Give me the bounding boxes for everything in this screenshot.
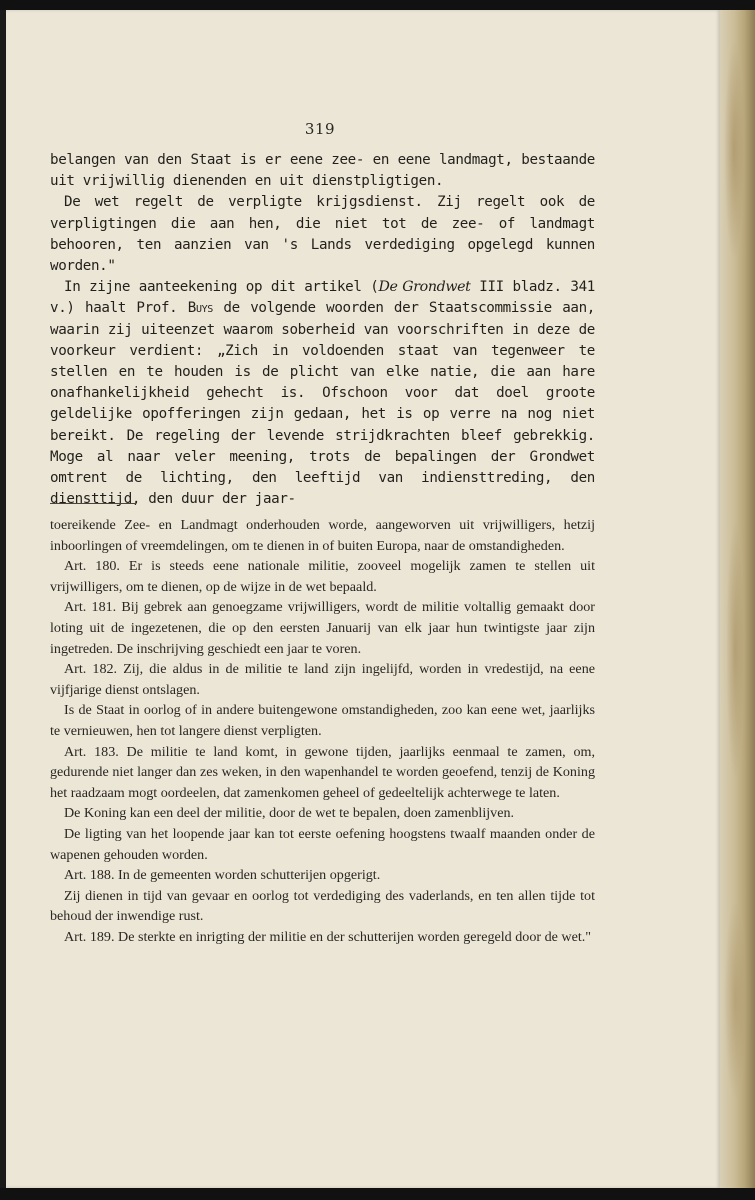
page-number: 319 bbox=[304, 120, 336, 138]
footnote: Art. 181. Bij gebrek aan genoegzame vrijwilligers, wordt de militie voltallig gemaakt door loting uit de ingezetenen, die op den eersten Januarij van elk jaar hun twintigste jaar zijn ingetreden. De inschrijving geschiedt een jaar te voren. bbox=[50, 599, 595, 657]
scan-border-top bbox=[0, 0, 755, 10]
footnotes bbox=[50, 515, 595, 947]
footnote: Art. 182. Zij, die aldus in de militie te land zijn ingelijfd, worden in vredestijd, na eene vijfjarige dienst ontslagen. bbox=[50, 661, 595, 698]
footnote: Art. 180. Er is steeds eene nationale militie, zooveel mogelijk zamen te stellen uit vrijwilligers, om te dienen, op de wijze in de wet bepaald. bbox=[50, 558, 595, 595]
footnote: Zij dienen in tijd van gevaar en oorlog tot verdediging des vaderlands, en ten allen tijde tot behoud der inwendige rust. bbox=[50, 887, 595, 925]
paragraph-text: de volgende woorden der Staatscommissie aan, waarin zij uiteenzet waarom soberheid van voorschriften in deze de voorkeur verdient: „Zich in voldoenden staat van tegenweer te stellen en te houden is de plicht van elke natie, die aan hare onafhankelijkheid gehecht is. Ofschoon voor dat doel groote geldelijke opofferingen zijn gedaan, het is op verre na nog niet bereikt. De regeling der levende strijdkrachten bleef gebrekkig. Moge al naar veler meening, trots de bepalingen der Grondwet omtrent de lichting, den leeftijd van indiensttreding, den diensttijd, den duur der jaar- bbox=[50, 300, 595, 508]
scan-border-bottom bbox=[0, 1188, 755, 1200]
footnote: De ligting van het loopende jaar kan tot eerste oefening hoogstens twaalf maanden onder de wapenen gehouden worden. bbox=[50, 825, 595, 863]
paragraph bbox=[50, 277, 595, 510]
footnote: Art. 189. De sterkte en inrigting der militie en der schutterijen worden geregeld door de wet." bbox=[64, 928, 592, 945]
footnote: toereikende Zee- en Landmagt onderhouden worde, aangeworven uit vrijwilligers, hetzij inboorlingen of vreemdelingen, om te dienen in of buiten Europa, naar de omstandigheden. bbox=[50, 517, 595, 554]
author-name: Buys bbox=[187, 300, 213, 317]
edge-stain bbox=[726, 520, 744, 780]
paragraph-text: III bladz. 341 v.) haalt Prof. bbox=[50, 279, 595, 317]
footnote: Art. 183. De militie te land komt, in gewone tijden, jaarlijks eenmaal te zamen, om, gedurende niet langer dan zes weken, in den wapenhandel te worden geoefend, tenzij de Koning het raadzaam mogt oordeelen, dat zamenkomen geheel of gedeeltelijk achterwege te laten. bbox=[50, 743, 595, 801]
main-text bbox=[50, 150, 595, 510]
edge-stain bbox=[724, 900, 746, 1100]
footnote: De Koning kan een deel der militie, door de wet te bepalen, doen zamenblijven. bbox=[64, 805, 515, 822]
paragraph-text: In zijne aanteekening op dit artikel ( bbox=[64, 279, 379, 296]
footnote: Is de Staat in oorlog of in andere buitengewone omstandigheden, zoo kan eene wet, jaarlijks te vernieuwen, hen tot langere dienst verpligten. bbox=[50, 702, 595, 739]
edge-stain bbox=[724, 40, 744, 260]
footnote-divider bbox=[50, 503, 136, 504]
paragraph: belangen van den Staat is er eene zee- en eene landmagt, bestaande uit vrijwillig dienenden en uit dienstpligtigen. bbox=[50, 152, 595, 190]
book-title: De Grondwet bbox=[378, 279, 471, 296]
footnote: Art. 188. In de gemeenten worden schutterijen opgerigt. bbox=[64, 867, 381, 884]
paragraph: De wet regelt de verpligte krijgsdienst. Zij regelt ook de verpligtingen die aan hen, die niet tot de zee- of landmagt behooren, ten aanzien van 's Lands verdediging opgelegd kunnen worden." bbox=[50, 194, 595, 275]
